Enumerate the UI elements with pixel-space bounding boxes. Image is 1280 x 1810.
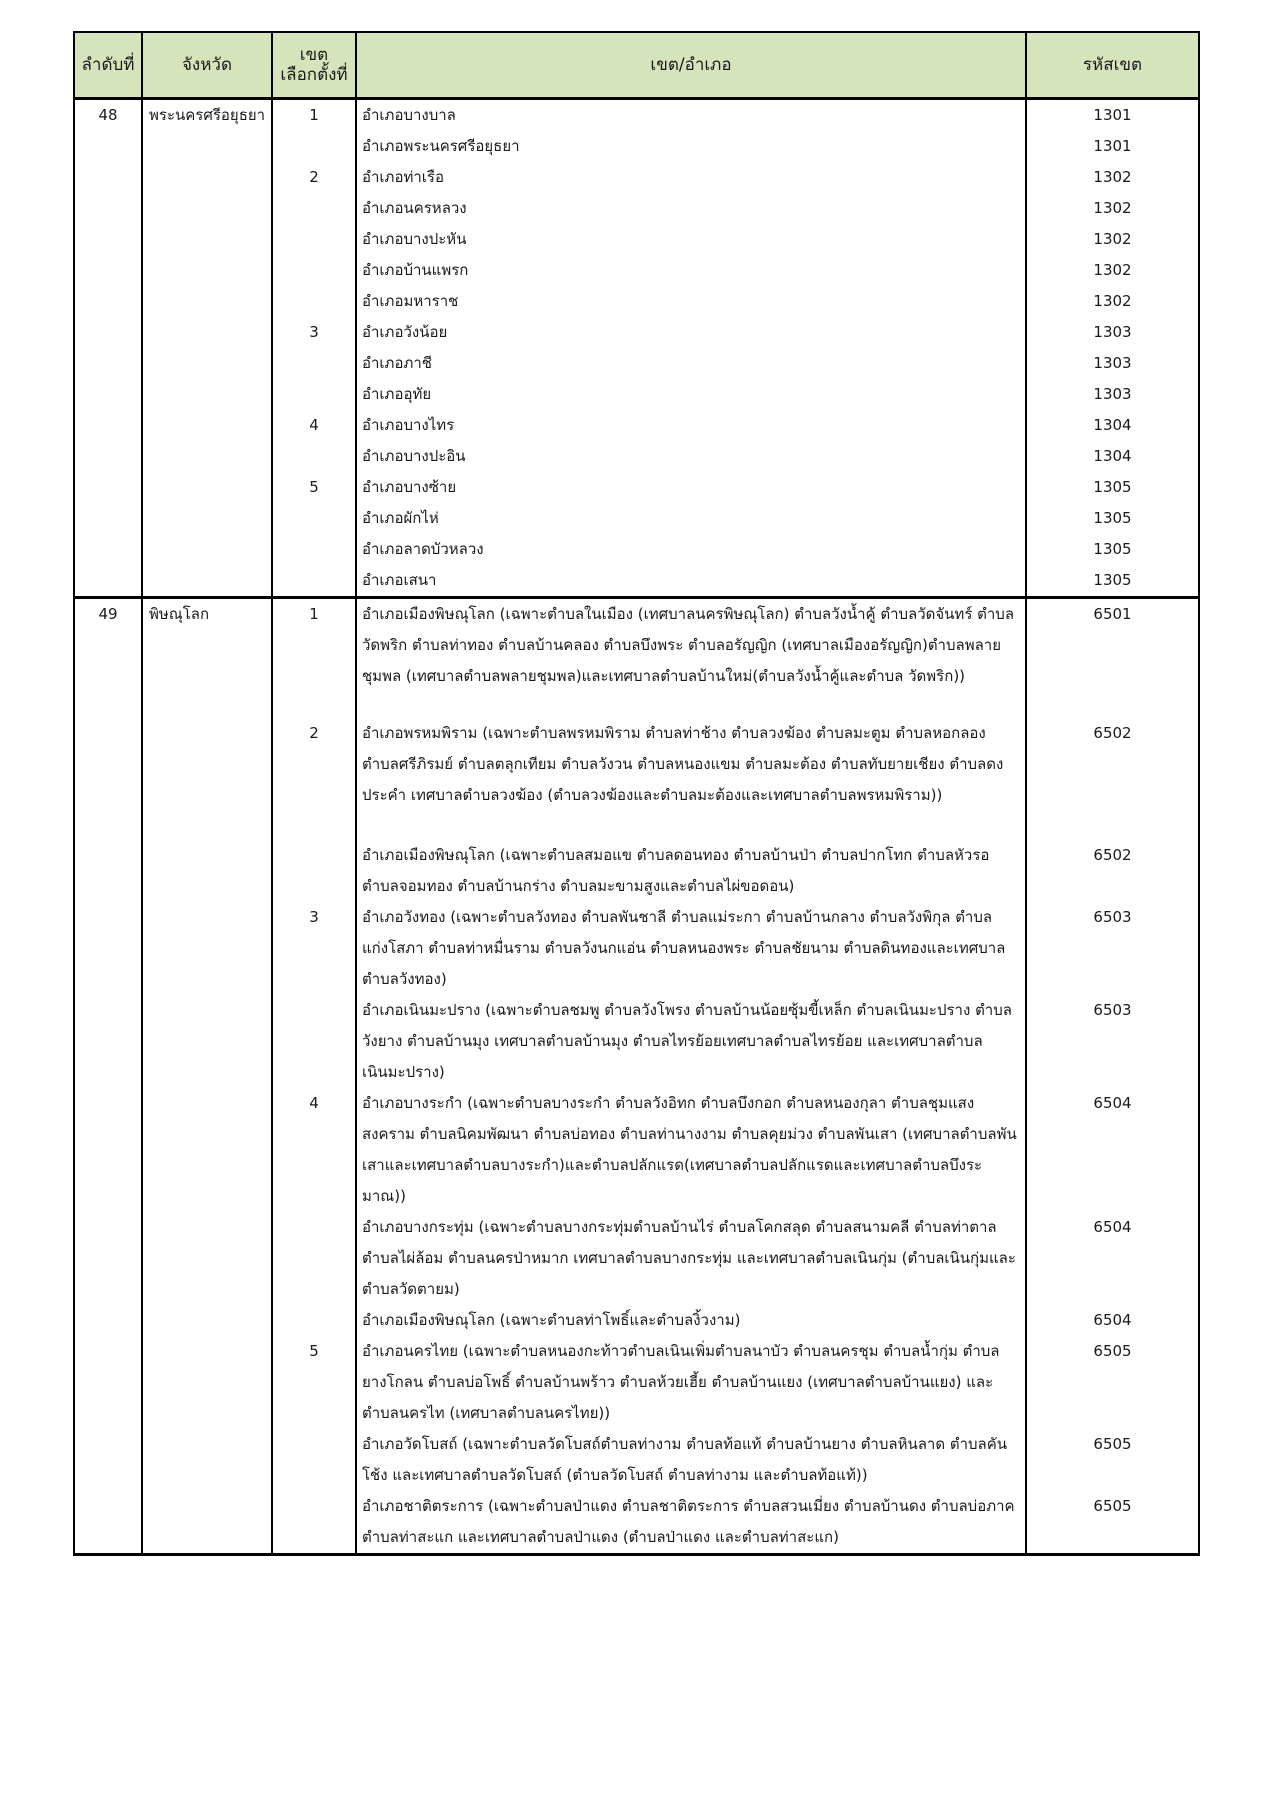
table-row [74,255,1199,286]
cell-order [74,1336,142,1429]
cell-district: 5 [272,472,356,503]
cell-area: อำเภอชาติตระการ (เฉพาะตำบลป่าแดง ตำบลชาติตระการ ตำบลสวนเมี่ยง ตำบลบ้านดง ตำบลบ่อภาค ตำบลท่าสะแก และเทศบาลตำบลป่าแดง (ตำบลป่าแดง และตำบลท่าสะแก) [356,1491,1026,1555]
cell-code: 6504 [1026,1305,1199,1336]
cell-district [272,286,356,317]
cell-code: 6504 [1026,1212,1199,1305]
cell-province [142,472,272,503]
cell-order [74,1305,142,1336]
cell-district: 2 [272,718,356,840]
cell-code: 6505 [1026,1429,1199,1491]
cell-province [142,503,272,534]
cell-district [272,1429,356,1491]
cell-district [272,995,356,1088]
cell-province [142,1336,272,1429]
cell-order [74,193,142,224]
cell-province [142,1212,272,1305]
cell-area: อำเภอเมืองพิษณุโลก (เฉพาะตำบลสมอแข ตำบลดอนทอง ตำบลบ้านป่า ตำบลปากโทก ตำบลหัวรอ ตำบลจอมทอง ตำบลบ้านกร่าง ตำบลมะขามสูงและตำบลไผ่ขอดอน) [356,840,1026,902]
cell-area: อำเภอบางปะหัน [356,224,1026,255]
cell-province [142,379,272,410]
cell-order [74,410,142,441]
cell-province [142,1429,272,1491]
cell-order [74,1088,142,1212]
cell-order [74,718,142,840]
cell-province [142,565,272,598]
province-block-49 [74,598,1199,1555]
table-row [74,472,1199,503]
cell-province [142,193,272,224]
cell-province [142,995,272,1088]
cell-order [74,255,142,286]
cell-area: อำเภอบางระกำ (เฉพาะตำบลบางระกำ ตำบลวังอิทก ตำบลบึงกอก ตำบลหนองกุลา ตำบลชุมแสงสงคราม ตำบลนิคมพัฒนา ตำบลบ่อทอง ตำบลท่านางงาม ตำบลคุยม่วง ตำบลพันเสา (เทศบาลตำบลพันเสาและเทศบาลตำบลบางระกำ)และตำบลปลักแรด(เทศบาลตำบลปลักแรดและเทศบาลตำบลบึงระมาณ)) [356,1088,1026,1212]
cell-area: อำเภอบางซ้าย [356,472,1026,503]
cell-province [142,348,272,379]
cell-area: อำเภอเสนา [356,565,1026,598]
cell-code: 1304 [1026,441,1199,472]
cell-code: 1305 [1026,503,1199,534]
cell-order [74,441,142,472]
table-row [74,379,1199,410]
cell-code: 1304 [1026,410,1199,441]
cell-order [74,286,142,317]
cell-area: อำเภอบ้านแพรก [356,255,1026,286]
cell-code: 1301 [1026,131,1199,162]
cell-district: 4 [272,1088,356,1212]
cell-order [74,840,142,902]
cell-district [272,1305,356,1336]
cell-order: 49 [74,598,142,718]
cell-province [142,162,272,193]
cell-province [142,441,272,472]
cell-code: 1301 [1026,99,1199,132]
table-row [74,193,1199,224]
cell-province [142,317,272,348]
cell-order [74,472,142,503]
table-row [74,348,1199,379]
cell-code: 1302 [1026,286,1199,317]
cell-order [74,1212,142,1305]
cell-province [142,255,272,286]
cell-order [74,224,142,255]
cell-district [272,224,356,255]
cell-district [272,193,356,224]
cell-district [272,534,356,565]
table-row [74,317,1199,348]
cell-order: 48 [74,99,142,132]
table-row [74,1491,1199,1555]
cell-order [74,379,142,410]
cell-code: 6505 [1026,1336,1199,1429]
cell-area: อำเภอมหาราช [356,286,1026,317]
table-row [74,410,1199,441]
cell-district: 4 [272,410,356,441]
cell-code: 1305 [1026,472,1199,503]
cell-code: 1305 [1026,534,1199,565]
cell-area: อำเภอบางกระทุ่ม (เฉพาะตำบลบางกระทุ่มตำบลบ้านไร่ ตำบลโคกสลุด ตำบลสนามคลี ตำบลท่าตาล ตำบลไผ่ล้อม ตำบลนครป่าหมาก เทศบาลตำบลบางกระทุ่ม และเทศบาลตำบลเนินกุ่ม (ตำบลเนินกุ่มและตำบลวัดตายม) [356,1212,1026,1305]
cell-district [272,1212,356,1305]
table-row [74,503,1199,534]
cell-order [74,534,142,565]
cell-area: อำเภออุทัย [356,379,1026,410]
cell-order [74,317,142,348]
cell-district: 1 [272,99,356,132]
cell-district [272,1491,356,1555]
cell-code: 1302 [1026,224,1199,255]
header-order: ลำดับที่ [74,32,142,99]
cell-district: 1 [272,598,356,718]
table-row [74,224,1199,255]
cell-district [272,348,356,379]
cell-area: อำเภอพระนครศรีอยุธยา [356,131,1026,162]
cell-order [74,565,142,598]
cell-area: อำเภอวังทอง (เฉพาะตำบลวังทอง ตำบลพันชาลี ตำบลแม่ระกา ตำบลบ้านกลาง ตำบลวังพิกุล ตำบลแก่งโสภา ตำบลท่าหมื่นราม ตำบลวังนกแอ่น ตำบลหนองพระ ตำบลชัยนาม ตำบลดินทองและเทศบาลตำบลวังทอง) [356,902,1026,995]
cell-code: 6504 [1026,1088,1199,1212]
table-row [74,1305,1199,1336]
cell-order [74,503,142,534]
cell-province [142,224,272,255]
table-row [74,902,1199,995]
table-row [74,840,1199,902]
cell-province [142,902,272,995]
cell-area: อำเภอนครไทย (เฉพาะตำบลหนองกะท้าวตำบลเนินเพิ่มตำบลนาบัว ตำบลนครชุม ตำบลน้ำกุ่ม ตำบลยางโกลน ตำบลบ่อโพธิ์ ตำบลบ้านพร้าว ตำบลห้วยเฮี้ย ตำบลบ้านแยง (เทศบาลตำบลบ้านแยง) และตำบลนครไท (เทศบาลตำบลนครไทย)) [356,1336,1026,1429]
header-province: จังหวัด [142,32,272,99]
cell-province [142,1088,272,1212]
cell-province [142,1491,272,1555]
cell-province [142,131,272,162]
cell-code: 1302 [1026,193,1199,224]
cell-code: 6502 [1026,840,1199,902]
table-row [74,1336,1199,1429]
cell-district [272,840,356,902]
cell-code: 1305 [1026,565,1199,598]
cell-order [74,902,142,995]
header-district [272,32,356,99]
cell-area: อำเภอเมืองพิษณุโลก (เฉพาะตำบลในเมือง (เทศบาลนครพิษณุโลก) ตำบลวังน้ำคู้ ตำบลวัดจันทร์ ตำบลวัดพริก ตำบลท่าทอง ตำบลบ้านคลอง ตำบลบึงพระ ตำบลอรัญญิก (เทศบาลเมืองอรัญญิก)ตำบลพลายชุมพล (เทศบาลตำบลพลายชุมพล)และเทศบาลตำบลบ้านใหม่(ตำบลวังน้ำคู้และตำบล วัดพริก)) [356,598,1026,718]
cell-area: อำเภอบางบาล [356,99,1026,132]
cell-code: 6505 [1026,1491,1199,1555]
header-district-line1: เขต [299,45,329,65]
cell-district: 3 [272,902,356,995]
table-row [74,598,1199,718]
cell-area: อำเภอเมืองพิษณุโลก (เฉพาะตำบลท่าโพธิ์และตำบลงิ้วงาม) [356,1305,1026,1336]
cell-district [272,255,356,286]
table-row [74,162,1199,193]
header-area: เขต/อำเภอ [356,32,1026,99]
cell-code: 6503 [1026,902,1199,995]
cell-code: 6502 [1026,718,1199,840]
table-row [74,1212,1199,1305]
cell-district [272,503,356,534]
cell-province [142,1305,272,1336]
cell-province: พิษณุโลก [142,598,272,718]
cell-code: 1303 [1026,348,1199,379]
table-row [74,1429,1199,1491]
cell-district [272,131,356,162]
cell-area: อำเภอบางไทร [356,410,1026,441]
table-row [74,718,1199,840]
cell-province [142,840,272,902]
cell-area: อำเภอบางปะอิน [356,441,1026,472]
cell-code: 1302 [1026,162,1199,193]
province-block-48 [74,99,1199,598]
cell-province [142,718,272,840]
table-row [74,441,1199,472]
cell-order [74,162,142,193]
cell-code: 1303 [1026,379,1199,410]
cell-district: 3 [272,317,356,348]
table-row [74,534,1199,565]
table-row [74,131,1199,162]
table-row [74,1088,1199,1212]
constituency-sheet [73,31,1198,1556]
table-row [74,995,1199,1088]
cell-district [272,379,356,410]
cell-order [74,1491,142,1555]
cell-province [142,286,272,317]
cell-order [74,995,142,1088]
table-header [74,32,1199,99]
cell-province [142,410,272,441]
cell-code: 1303 [1026,317,1199,348]
table-row [74,565,1199,598]
cell-area: อำเภอพรหมพิราม (เฉพาะตำบลพรหมพิราม ตำบลท่าช้าง ตำบลวงฆ้อง ตำบลมะตูม ตำบลหอกลอง ตำบลศรีภิรมย์ ตำบลตลุกเทียม ตำบลวังวน ตำบลหนองแขม ตำบลมะต้อง ตำบลทับยายเชียง ตำบลดงประคำ เทศบาลตำบลวงฆ้อง (ตำบลวงฆ้องและตำบลมะต้องและเทศบาลตำบลพรหมพิราม)) [356,718,1026,840]
header-district-line2: เลือกตั้งที่ [280,65,348,85]
cell-area: อำเภอนครหลวง [356,193,1026,224]
cell-area: อำเภอวัดโบสถ์ (เฉพาะตำบลวัดโบสถ์ตำบลท่างาม ตำบลท้อแท้ ตำบลบ้านยาง ตำบลหินลาด ตำบลคันโช้ง และเทศบาลตำบลวัดโบสถ์ (ตำบลวัดโบสถ์ ตำบลท่างาม และตำบลท้อแท้)) [356,1429,1026,1491]
cell-order [74,131,142,162]
cell-order [74,1429,142,1491]
cell-area: อำเภอลาดบัวหลวง [356,534,1026,565]
cell-district: 2 [272,162,356,193]
cell-area: อำเภอเนินมะปราง (เฉพาะตำบลชมพู ตำบลวังโพรง ตำบลบ้านน้อยซุ้มขี้เหล็ก ตำบลเนินมะปราง ตำบลวังยาง ตำบลบ้านมุง เทศบาลตำบลบ้านมุง ตำบลไทรย้อยเทศบาลตำบลไทรย้อย และเทศบาลตำบลเนินมะปราง) [356,995,1026,1088]
cell-district [272,565,356,598]
cell-district: 5 [272,1336,356,1429]
table-row [74,286,1199,317]
constituency-table [73,31,1200,1556]
header-code: รหัสเขต [1026,32,1199,99]
cell-area: อำเภอวังน้อย [356,317,1026,348]
table-row [74,99,1199,132]
cell-district [272,441,356,472]
cell-code: 6501 [1026,598,1199,718]
cell-province [142,534,272,565]
cell-province: พระนครศรีอยุธยา [142,99,272,132]
cell-code: 6503 [1026,995,1199,1088]
cell-code: 1302 [1026,255,1199,286]
cell-area: อำเภอผักไห่ [356,503,1026,534]
cell-order [74,348,142,379]
cell-area: อำเภอภาชี [356,348,1026,379]
cell-area: อำเภอท่าเรือ [356,162,1026,193]
